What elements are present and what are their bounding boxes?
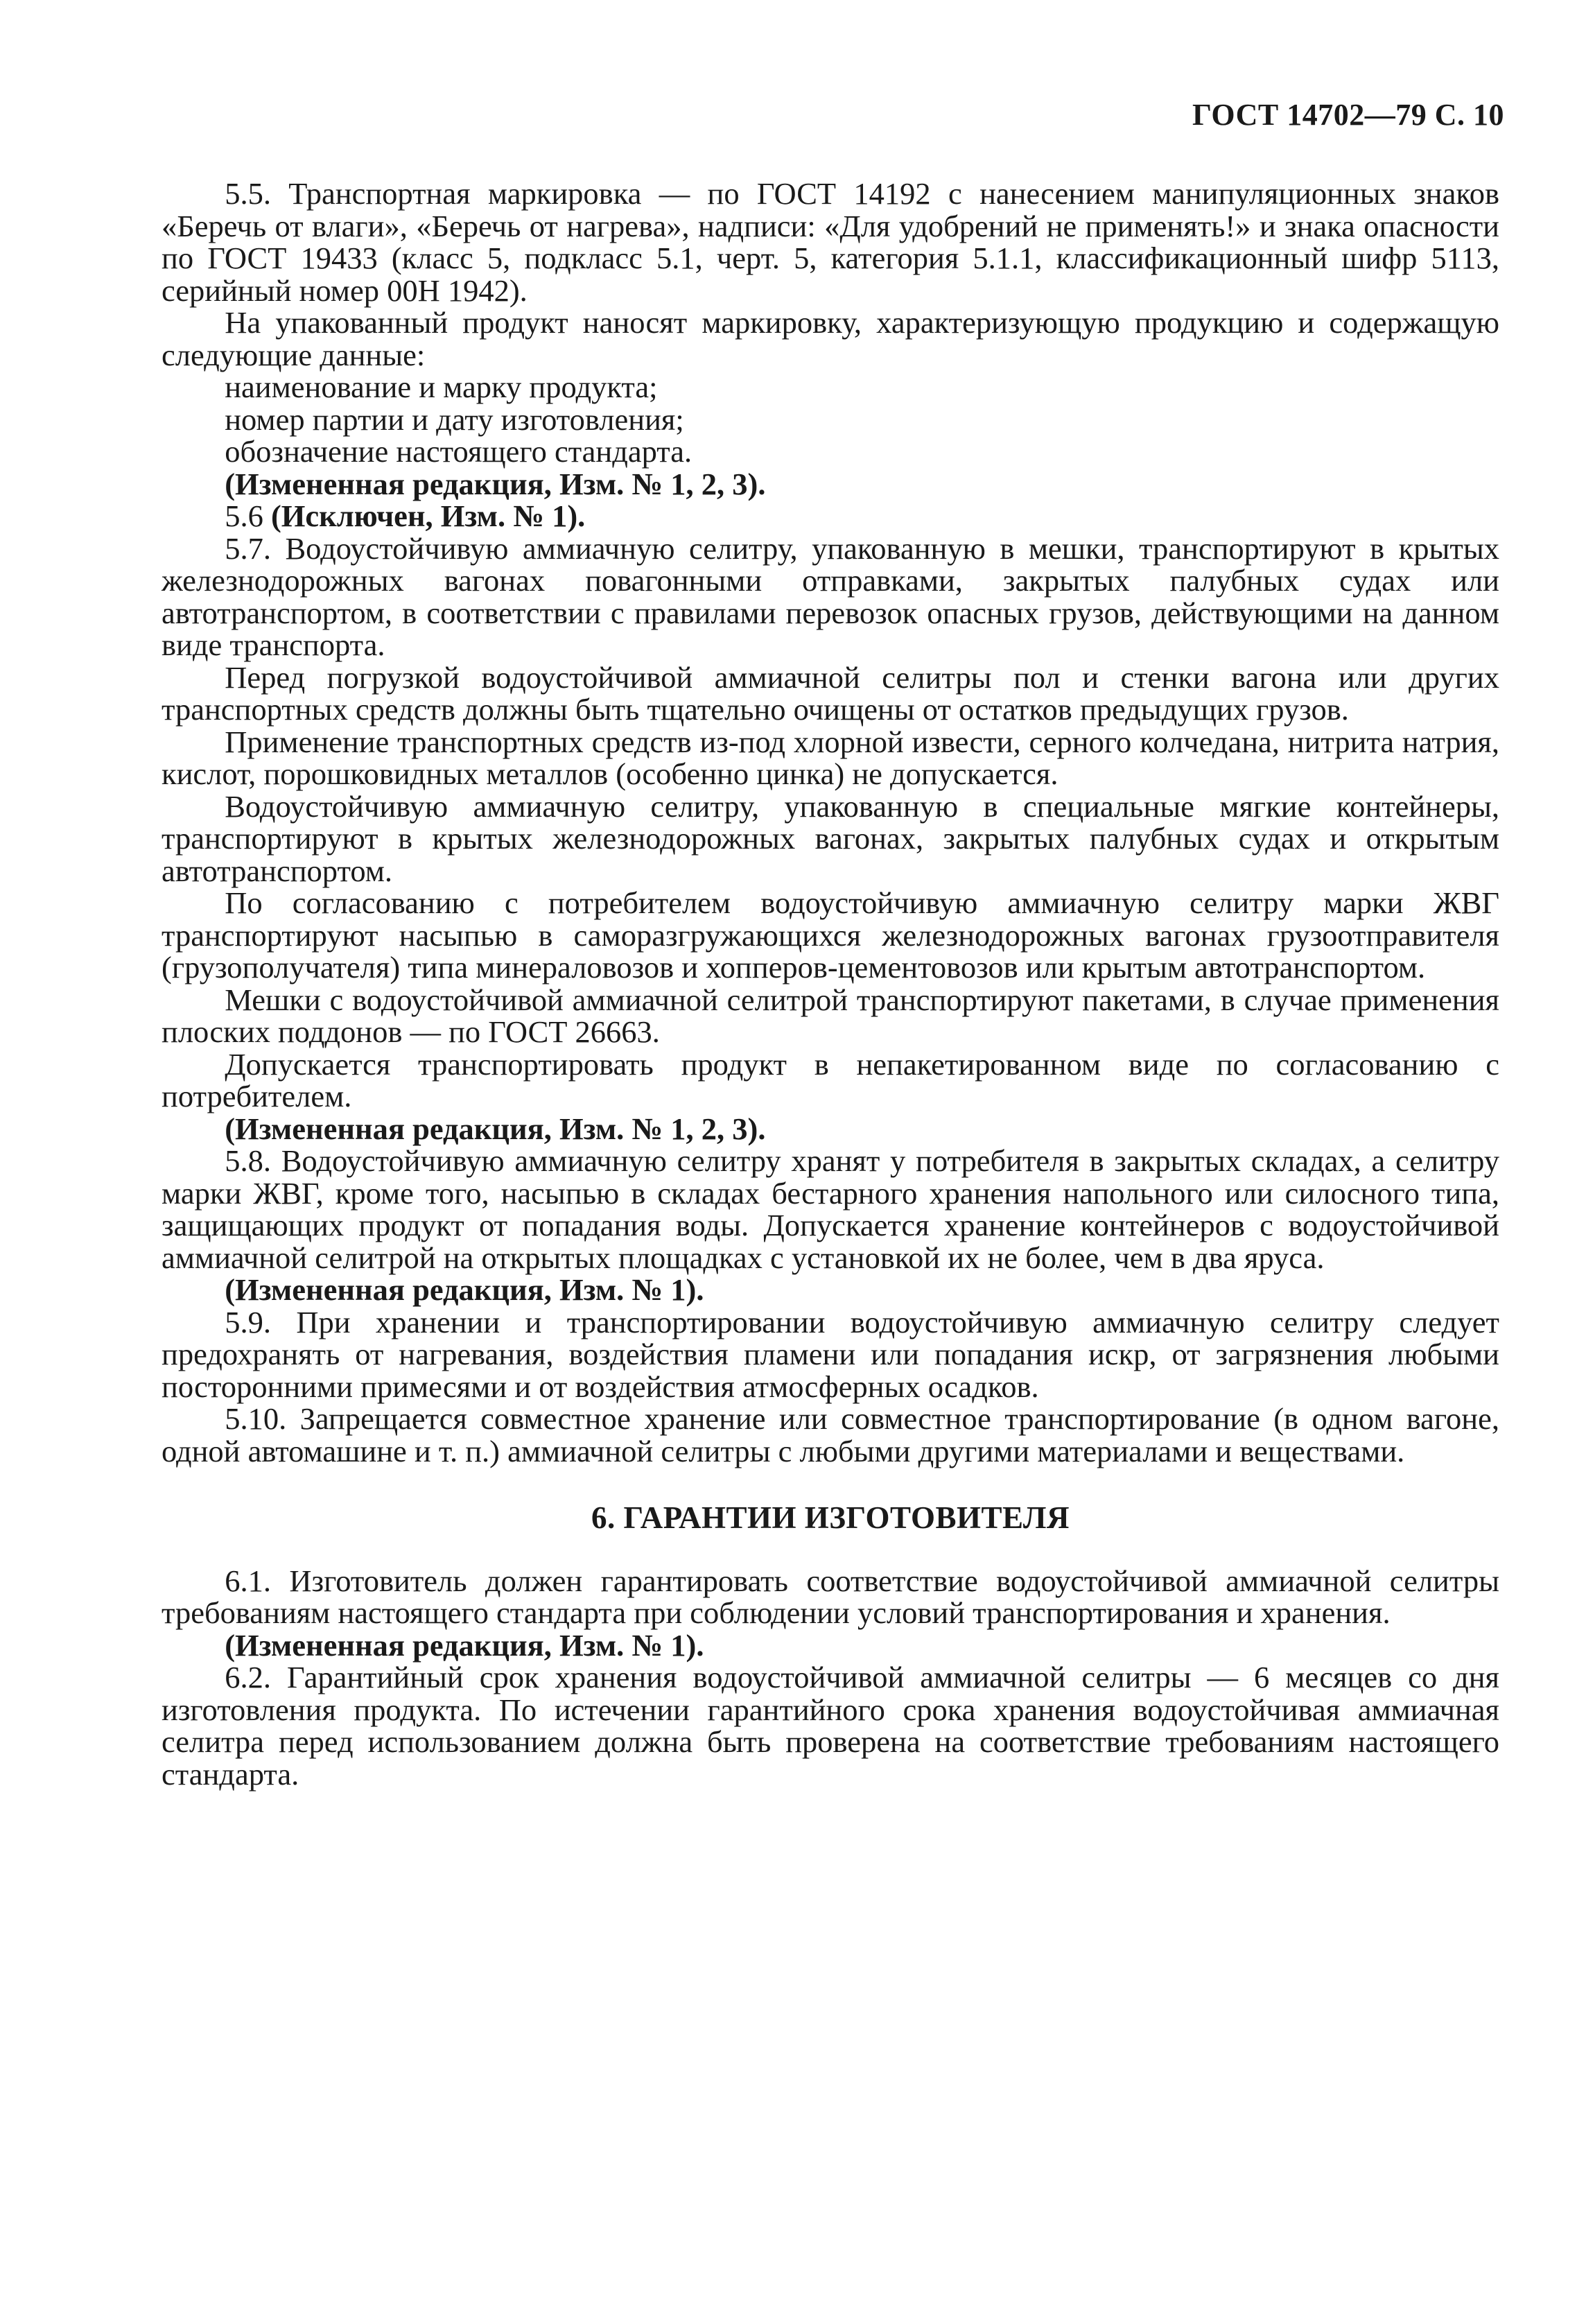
paragraph-marking: На упакованный продукт наносят маркировку, характеризующую продукцию и содержащую следующие данные: xyxy=(162,305,1499,372)
page-header: ГОСТ 14702—79 С. 10 xyxy=(1192,98,1504,132)
paragraph-5-7: 5.7. Водоустойчивую аммиачную селитру, упакованную в мешки, транспортируют в крытых железнодорожных вагонах повагонными отправками, закрытых палубных судах или автотранспортом, в соответствии с правилами перевозок опасных грузов, действующими на данном виде транспорта. xyxy=(162,530,1499,662)
amendment-note: (Измененная редакция, Изм. № 1). xyxy=(225,1627,704,1663)
list-item: наименование и марку продукта; xyxy=(225,370,658,404)
paragraph-5-9: 5.9. При хранении и транспортировании водоустойчивую аммиачную селитру следует предохранять от нагревания, воздействия пламени или попадания искр, от загрязнения любыми посторонними примесями и от воздействия атмосферных осадков. xyxy=(162,1304,1499,1404)
list-item: обозначение настоящего стандарта. xyxy=(225,434,692,469)
paragraph-5-10: 5.10. Запрещается совместное хранение или совместное транспортирование (в одном вагоне, одной автомашине и т. п.) аммиачной селитры с любыми другими материалами и веществами. xyxy=(162,1401,1499,1468)
list-item: номер партии и дату изготовления; xyxy=(225,401,684,437)
paragraph-6-1: 6.1. Изготовитель должен гарантировать соответствие водоустойчивой аммиачной селитры требованиям настоящего стандарта при соблюдении условий транспортирования и хранения. xyxy=(162,1563,1499,1630)
section-title: 6. ГАРАНТИИ ИЗГОТОВИТЕЛЯ xyxy=(591,1500,1070,1535)
amendment-note: (Исключен, Изм. № 1). xyxy=(270,498,586,533)
paragraph-bulk-transport: По согласованию с потребителем водоустойчивую аммиачную селитру марки ЖВГ транспортируют насыпью в саморазгружающихся железнодорожных вагонах грузоотправителя (грузополучателя) типа минераловозов и хопперов-цементовозов или крытым автотранспортом. xyxy=(162,885,1499,985)
paragraph-bags: Мешки с водоустойчивой аммиачной селитрой транспортируют пакетами, в случае применения плоских поддонов — по ГОСТ 26663. xyxy=(162,982,1499,1049)
paragraph-unpacked: Допускается транспортировать продукт в непакетированном виде по согласованию с потребителем. xyxy=(162,1046,1499,1113)
document-body xyxy=(162,177,1499,1790)
paragraph-5-8: 5.8. Водоустойчивую аммиачную селитру хранят у потребителя в закрытых складах, а селитру марки ЖВГ, кроме того, насыпью в складах бестарного хранения напольного или силосного типа, защищающих продукт от попадания воды. Допускается хранение контейнеров с водоустойчивой аммиачной селитрой на открытых площадках с установкой их не более, чем в два яруса. xyxy=(162,1143,1499,1275)
paragraph-prohibited-vehicles: Применение транспортных средств из-под хлорной извести, серного колчедана, нитрита натрия, кислот, порошковидных металлов (особенно цинка) не допускается. xyxy=(162,724,1499,791)
amendment-note: (Измененная редакция, Изм. № 1, 2, 3). xyxy=(225,466,766,501)
paragraph-containers: Водоустойчивую аммиачную селитру, упакованную в специальные мягкие контейнеры, транспортируют в крытых железнодорожных вагонах, закрытых палубных судах и открытым автотранспортом. xyxy=(162,788,1499,888)
paragraph-5-5: 5.5. Транспортная маркировка — по ГОСТ 14192 с нанесением манипуляционных знаков «Беречь от влаги», «Беречь от нагрева», надписи: «Для удобрений не применять!» и знака опасности по ГОСТ 19433 (класс 5, подкласс 5.1, черт. 5, категория 5.1.1, классификационный шифр 5113, серийный номер 00Н 1942). xyxy=(162,176,1499,308)
paragraph-5-6 xyxy=(162,500,1499,532)
paragraph-6-2: 6.2. Гарантийный срок хранения водоустойчивой аммиачной селитры — 6 месяцев со дня изготовления продукта. По истечении гарантийного срока хранения водоустойчивая аммиачная селитра перед использованием должна быть проверена на соответствие требованиям настоящего стандарта. xyxy=(162,1660,1499,1792)
amendment-note: (Измененная редакция, Изм. № 1, 2, 3). xyxy=(225,1111,766,1146)
paragraph-loading: Перед погрузкой водоустойчивой аммиачной селитры пол и стенки вагона или других транспортных средств должны быть тщательно очищены от остатков предыдущих грузов. xyxy=(162,659,1499,727)
clause-number: 5.6 xyxy=(225,498,271,533)
amendment-note: (Измененная редакция, Изм. № 1). xyxy=(225,1272,704,1307)
